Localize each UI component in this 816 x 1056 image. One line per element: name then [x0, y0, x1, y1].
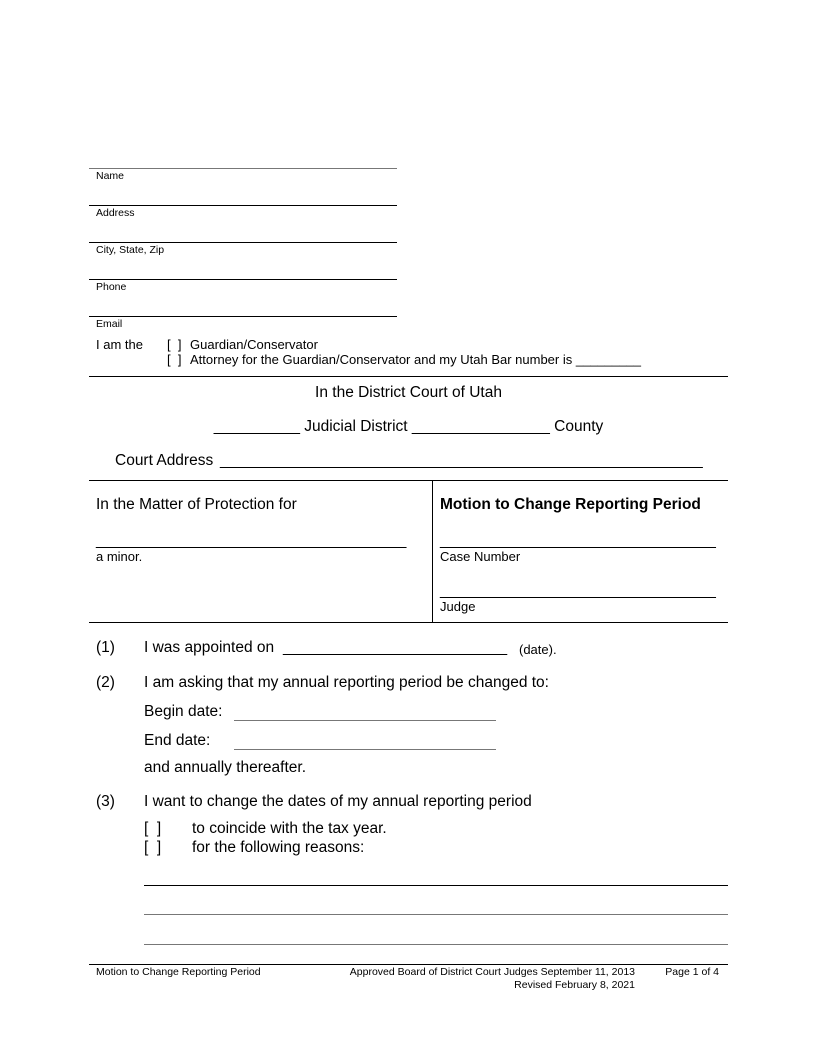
checkbox-attorney[interactable]: [ ]: [167, 352, 182, 367]
reason-line-1[interactable]: [144, 885, 728, 886]
name-line: [89, 168, 397, 169]
item-3-number: (3): [96, 793, 115, 810]
caption-bottom-rule: [89, 622, 728, 623]
role-guardian-label: Guardian/Conservator: [190, 337, 318, 352]
footer-form-name: Motion to Change Reporting Period: [96, 966, 261, 978]
checkbox-guardian[interactable]: [ ]: [167, 337, 182, 352]
appointed-date-blank: __________________________: [283, 639, 508, 656]
judge-blank: ________________________________: [440, 582, 716, 599]
begin-date-field[interactable]: [234, 720, 496, 721]
reason-line-3[interactable]: [144, 944, 728, 945]
court-address-label: Court Address: [115, 452, 214, 469]
city-line: [89, 242, 397, 243]
footer-page-number: Page 1 of 4: [665, 966, 719, 978]
role-attorney-label: Attorney for the Guardian/Conservator and my Utah Bar number is _________: [190, 352, 641, 367]
court-address-blank: ________________________________________________________: [220, 452, 703, 469]
annually-thereafter-text: and annually thereafter.: [144, 759, 307, 776]
appointed-on-label: I was appointed on: [144, 639, 275, 656]
caption-divider: [432, 480, 433, 622]
item-2-number: (2): [96, 674, 115, 691]
minor-label: a minor.: [96, 549, 143, 564]
name-label: Name: [96, 170, 125, 182]
court-top-rule: [89, 376, 728, 377]
phone-label: Phone: [96, 281, 127, 293]
reason-line-2[interactable]: [144, 914, 728, 915]
footer-approved-date: Approved Board of District Court Judges September 11, 2013: [349, 966, 635, 978]
begin-date-label: Begin date:: [144, 703, 223, 720]
caption-top-rule: [89, 480, 728, 481]
other-reasons-option: for the following reasons:: [192, 839, 365, 856]
checkbox-other-reasons[interactable]: [ ]: [144, 839, 162, 856]
court-title: In the District Court of Utah: [315, 384, 502, 401]
phone-line: [89, 279, 397, 280]
minor-name-blank: ____________________________________: [96, 532, 407, 549]
judge-label: Judge: [440, 599, 476, 614]
case-number-label: Case Number: [440, 549, 521, 564]
city-state-zip-label: City, State, Zip: [96, 244, 165, 256]
i-am-the-label: I am the: [96, 337, 143, 352]
district-county-line: __________ Judicial District ________________ County: [213, 418, 604, 435]
checkbox-tax-year[interactable]: [ ]: [144, 820, 162, 837]
email-label: Email: [96, 318, 123, 330]
address-line: [89, 205, 397, 206]
footer-rule: [89, 964, 728, 965]
address-label: Address: [96, 207, 135, 219]
reporting-period-request: I am asking that my annual reporting period be changed to:: [144, 674, 549, 691]
tax-year-option: to coincide with the tax year.: [192, 820, 387, 837]
matter-of-protection-label: In the Matter of Protection for: [96, 496, 297, 513]
end-date-label: End date:: [144, 732, 211, 749]
motion-title: Motion to Change Reporting Period: [440, 496, 701, 513]
date-suffix: (date).: [519, 642, 557, 657]
email-line: [89, 316, 397, 317]
change-dates-statement: I want to change the dates of my annual reporting period: [144, 793, 532, 810]
item-1-number: (1): [96, 639, 115, 656]
footer-revised-date: Revised February 8, 2021: [514, 979, 635, 991]
case-number-blank: ________________________________: [440, 532, 716, 549]
end-date-field[interactable]: [234, 749, 496, 750]
